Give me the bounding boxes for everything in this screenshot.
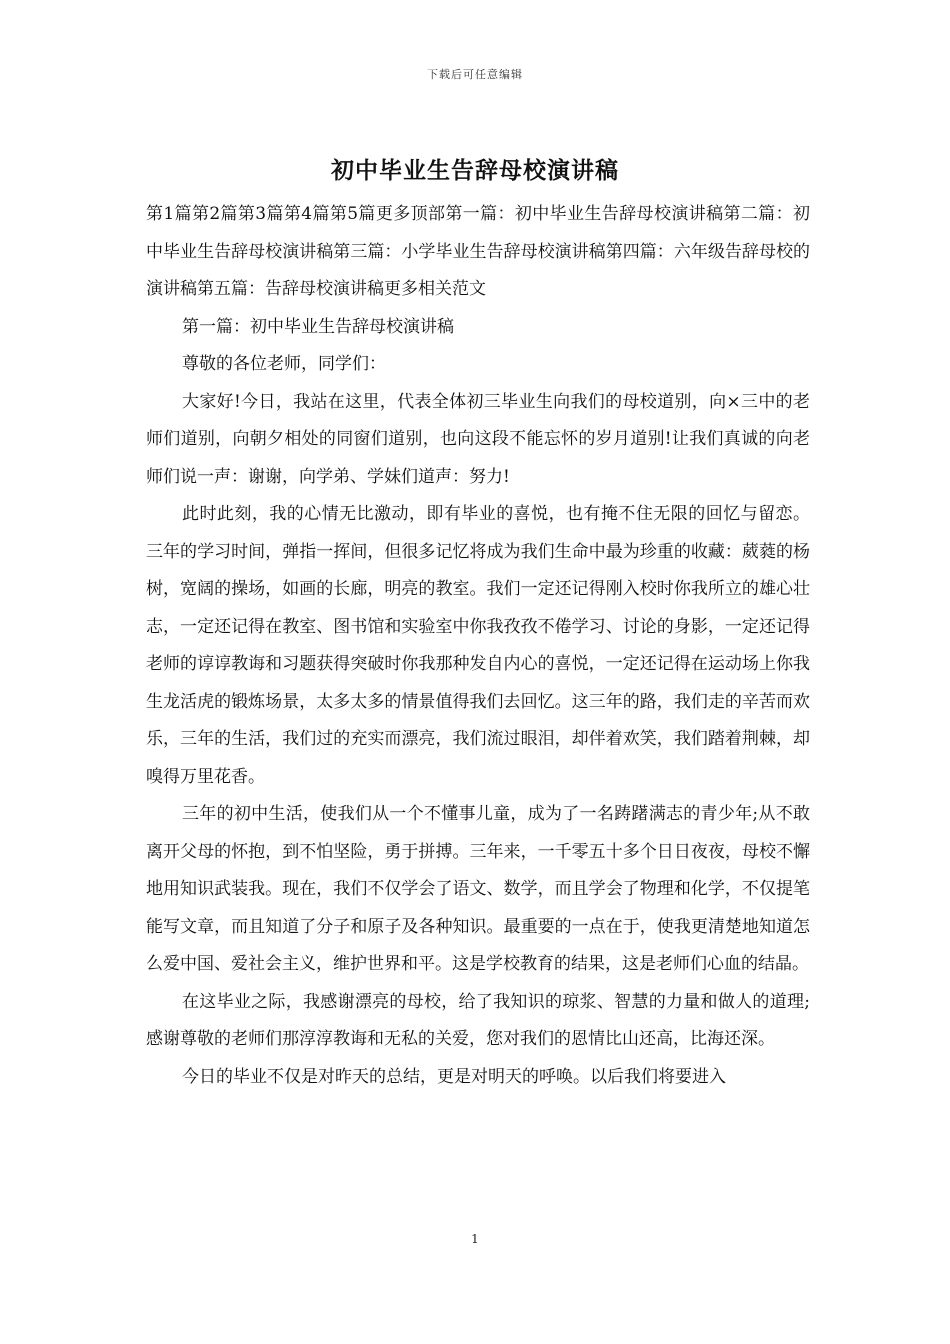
body-paragraph: 在这毕业之际，我感谢漂亮的母校，给了我知识的琼浆、智慧的力量和做人的道理;感谢尊敬的老师们那淳淳教诲和无私的关爱，您对我们的恩情比山还高，比海还深。 — [146, 991, 810, 1049]
salutation: 尊敬的各位老师，同学们： — [182, 354, 386, 374]
page-number: 1 — [471, 1232, 479, 1246]
body-paragraph: 三年的初中生活，使我们从一个不懂事儿童，成为了一名踌躇满志的青少年;从不敢离开父母的怀抱，到不怕坚险，勇于拼搏。三年来，一千零五十多个日日夜夜，母校不懈地用知识武装我。现在，我们不仅学会了语文、数学，而且学会了物理和化学，不仅提笔能写文章，而且知道了分子和原子及各种知识。最重要的一点在于，使我更清楚地知道怎么爱中国、爱社会主义，维护世界和平。这是学校教育的结果，这是老师们心血的结晶。 — [146, 804, 810, 974]
section-heading: 第一篇：初中毕业生告辞母校演讲稿 — [182, 316, 454, 337]
document-title: 初中毕业生告辞母校演讲稿 — [331, 157, 619, 184]
header-note: 下载后可任意编辑 — [427, 68, 523, 81]
body-paragraph: 大家好!今日，我站在这里，代表全体初三毕业生向我们的母校道别，向×三中的老师们道别，向朝夕相处的同窗们道别，也向这段不能忘怀的岁月道别!让我们真诚的向老师们说一声：谢谢，向学弟、学妹们道声：努力! — [146, 391, 810, 487]
table-of-contents-paragraph: 第1篇第2篇第3篇第4篇第5篇更多顶部第一篇：初中毕业生告辞母校演讲稿第二篇：初中毕业生告辞母校演讲稿第三篇：小学毕业生告辞母校演讲稿第四篇：六年级告辞母校的演讲稿第五篇：告辞母校演讲稿更多相关范文 — [146, 204, 810, 299]
document-body — [146, 196, 810, 1096]
body-paragraph: 今日的毕业不仅是对昨天的总结，更是对明天的呼唤。以后我们将要进入 — [182, 1066, 726, 1087]
body-paragraph: 此时此刻，我的心情无比激动，即有毕业的喜悦，也有掩不住无限的回忆与留恋。三年的学习时间，弹指一挥间，但很多记忆将成为我们生命中最为珍重的收藏：葳蕤的杨树，宽阔的操场，如画的长廊，明亮的教室。我们一定还记得刚入校时你我所立的雄心壮志，一定还记得在教室、图书馆和实验室中你我孜孜不倦学习、讨论的身影，一定还记得老师的谆谆教诲和习题获得突破时你我那种发自内心的喜悦，一定还记得在运动场上你我生龙活虎的锻炼场景，太多太多的情景值得我们去回忆。这三年的路，我们走的辛苦而欢乐，三年的生活，我们过的充实而漂亮，我们流过眼泪，却伴着欢笑，我们踏着荆棘，却嗅得万里花香。 — [146, 504, 810, 787]
